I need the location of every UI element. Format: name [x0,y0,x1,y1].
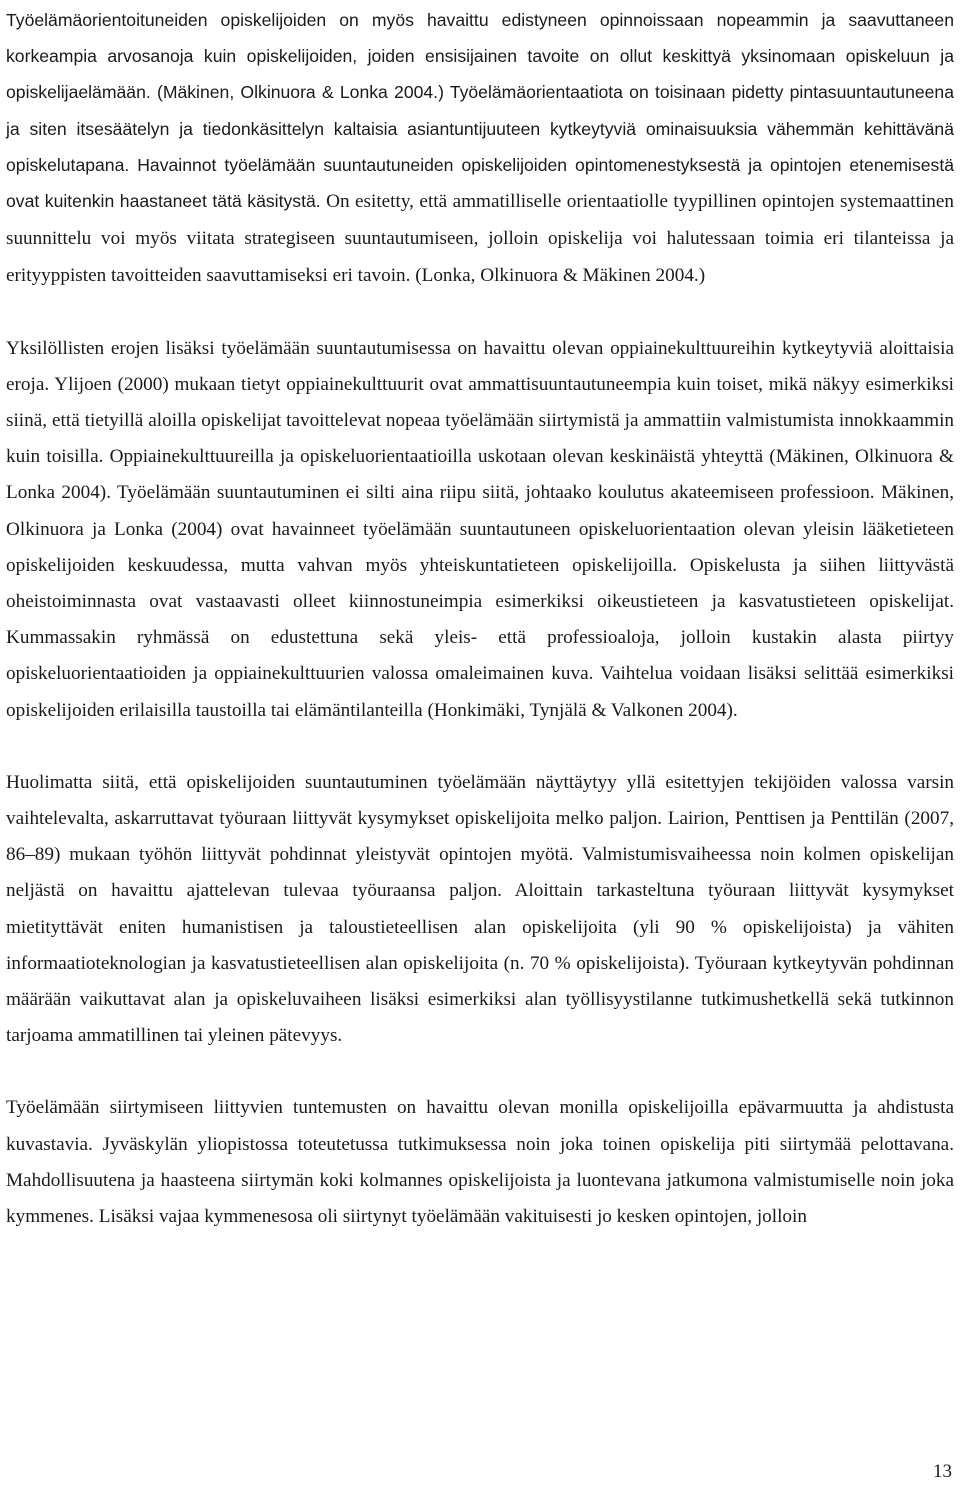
paragraph-3-run-1: Huolimatta siitä, että opiskelijoiden suuntautuminen työelämään näyttäytyy yllä esitettyjen tekijöiden valossa varsin vaihtelevalta, askarruttavat työuraan liittyvät kysymykset opiskelijoita melko paljon. Lairion, Penttisen ja Penttilän (2007, 86–89) mukaan työhön liittyvät pohdinnat yleistyvät opintojen myötä. Valmistumisvaiheessa noin kolmen opiskelijan neljästä on havaittu ajattelevan tulevaa työuraansa paljon. Aloittain tarkasteltuna työuraan liittyvät kysymykset mietityttävät eniten humanistisen ja taloustieteellisen alan opiskelijoita (yli 90 % opiskelijoista) ja vähiten informaatioteknologian ja kasvatustieteellisen alan opiskelijoita (n. 70 % opiskelijoista). Työuraan kytkeytyvän pohdinnan määrään vaikuttavat alan ja opiskeluvaiheen lisäksi esimerkiksi alan työllisyystilanne tutkimushetkellä sekä tutkinnon tarjoama ammatillinen tai yleinen pätevyys. [6,771,954,1047]
page-number: 13 [933,1461,952,1482]
paragraph-1-run-1: Työelämäorientoituneiden opiskelijoiden on myös havaittu edistyneen opinnoissaan nopeammin ja saavuttaneen korkeampia arvosanoja kuin opiskelijoiden, joiden ensisijainen tavoite on ollut keskittyä yksinomaan opiskeluun ja opiskelijaelämään. (Mäkinen, Olkinuora & Lonka 2004.) Työelämäorientaatiota on toisinaan pidetty pintasuuntautuneena ja siten itsesäätelyn ja tiedonkäsittelyn kaltaisia asiantuntijuuteen kytkeytyviä ominaisuuksia vähemmän kehittävänä opiskelutapana. Havainnot työelämään suuntautuneiden opiskelijoiden opintomenestyksestä ja opintojen etenemisestä ovat kuitenkin haastaneet tätä käsitystä. [6,10,954,212]
paragraph-gap [6,1054,954,1090]
paragraph-2-run-1: Yksilöllisten erojen lisäksi työelämään suuntautumisessa on havaittu olevan oppiainekulttuureihin kytkeytyviä aloittaisia eroja. Ylijoen (2000) mukaan tietyt oppiainekulttuurit ovat ammattisuuntautuneempia kuin toiset, mikä näkyy esimerkiksi siinä, että tietyillä aloilla opiskelijat tavoittelevat nopeaa työelämään siirtymistä ja ammattiin valmistumista innokkaammin kuin toisilla. Oppiainekulttuureilla ja opiskeluorientaatioilla uskotaan olevan keskinäistä yhteyttä (Mäkinen, Olkinuora & Lonka 2004). Työelämään suuntautuminen ei silti aina riipu siitä, johtaako koulutus akateemiseen professioon. Mäkinen, Olkinuora ja Lonka (2004) ovat havainneet työelämään suuntautuneen opiskeluorientaation olevan yleisin lääketieteen opiskelijoiden keskuudessa, mutta vahvan myös yhteiskuntatieteen opiskelijoilla. Opiskelusta ja siihen liittyvästä oheistoiminnasta ovat vastaavasti olleet kiinnostuneimpia esimerkiksi oikeustieteen ja kasvatustieteen opiskelijat. Kummassakin ryhmässä on edustettuna sekä yleis- että professioaloja, jolloin kustakin alasta piirtyy opiskeluorientaatioiden ja oppiainekulttuurien valossa omaleimainen kuva. Vaihtelua voidaan lisäksi selittää esimerkiksi opiskelijoiden erilaisilla taustoilla tai elämäntilanteilla (Honkimäki, Tynjälä & Valkonen 2004). [6,337,954,721]
paragraph-3 [6,765,954,1055]
paragraph-4-run-1: Työelämään siirtymiseen liittyvien tuntemusten on havaittu olevan monilla opiskelijoilla epävarmuutta ja ahdistusta kuvastavia. Jyväskylän yliopistossa toteutetussa tutkimuksessa noin joka toinen opiskelija piti siirtymää pelottavana. Mahdollisuutena ja haasteena siirtymän koki kolmannes opiskelijoista ja luontevana jatkumona valmistumiselle noin joka kymmenes. Lisäksi vajaa kymmenesosa oli siirtynyt työelämään vakituisesti jo kesken opintojen, jolloin [6,1097,954,1228]
paragraph-1-run-2: On esitetty, että ammatilliselle orientaatiolle tyypillinen opintojen systemaattinen suunnittelu voi myös viitata strategiseen suuntautumiseen, jolloin opiskelija voi halutessaan toimia eri tilanteissa ja erityyppisten tavoitteiden saavuttamiseksi eri tavoin. (Lonka, Olkinuora & Mäkinen 2004.) [6,191,954,287]
paragraph-1 [6,2,954,295]
paragraph-gap [6,729,954,765]
paragraph-4 [6,1090,954,1235]
document-page [6,2,954,1235]
paragraph-2 [6,331,954,729]
paragraph-gap [6,295,954,331]
